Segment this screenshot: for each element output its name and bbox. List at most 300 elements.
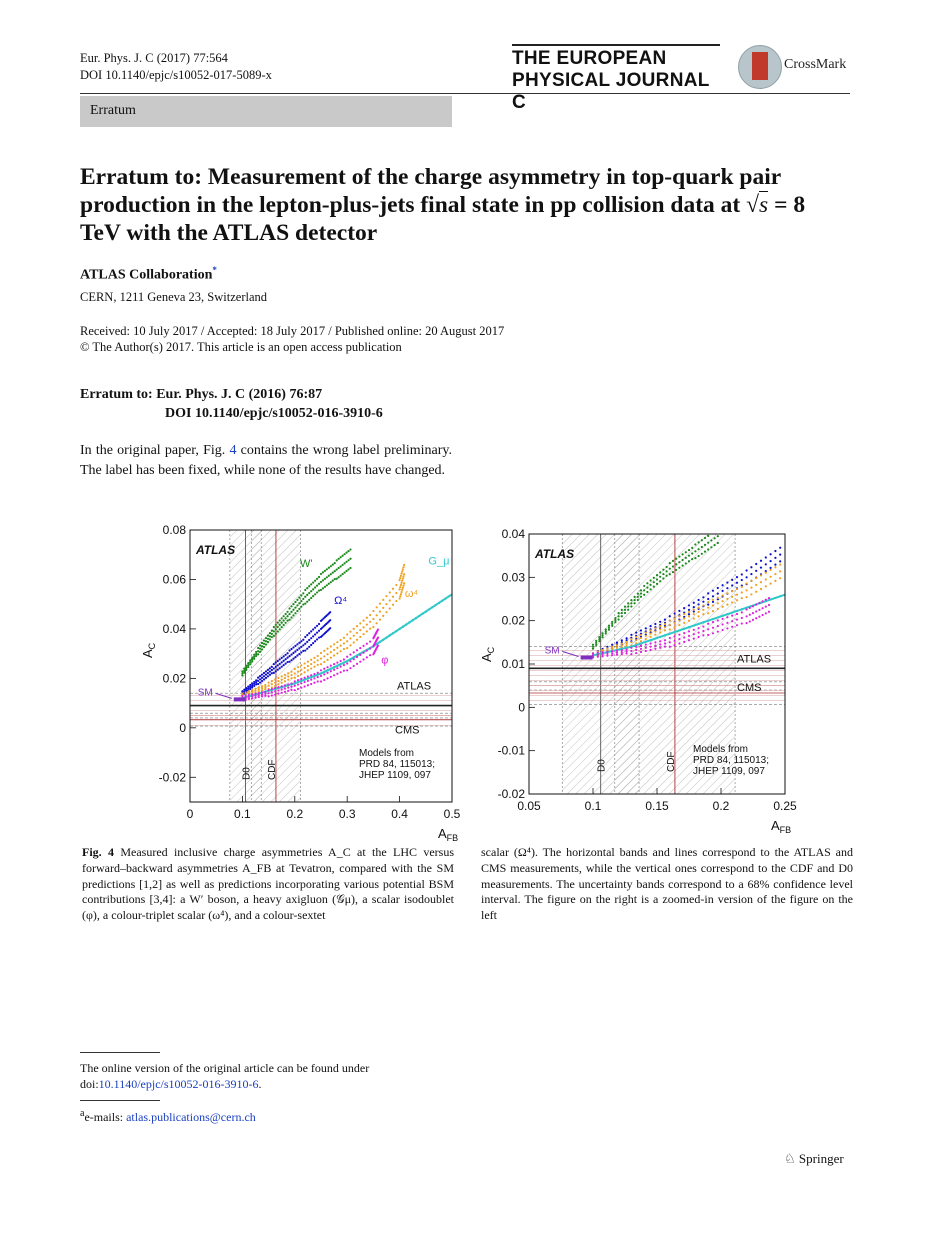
- model-label: ω⁴: [404, 587, 419, 600]
- series-point: [602, 632, 604, 634]
- series-point: [659, 621, 661, 623]
- series-point: [304, 677, 306, 679]
- series-point: [693, 609, 695, 611]
- series-point: [693, 613, 695, 615]
- series-point: [382, 615, 384, 617]
- erratum-ref-line2: DOI 10.1140/epjc/s10052-016-3910-6: [165, 406, 383, 421]
- crossmark-badge[interactable]: [738, 45, 853, 89]
- series-point: [294, 645, 296, 647]
- series-point: [755, 577, 757, 579]
- series-point: [254, 695, 256, 697]
- series-point: [320, 680, 322, 682]
- series-point: [329, 611, 331, 613]
- series-point: [400, 582, 402, 584]
- series-point: [345, 552, 347, 554]
- series-point: [707, 548, 709, 550]
- series-point: [707, 634, 709, 636]
- series-point: [251, 697, 253, 699]
- series-point: [323, 679, 325, 681]
- series-point: [312, 588, 314, 590]
- series-point: [726, 604, 728, 606]
- models-note-line: PRD 84, 115013;: [359, 759, 435, 770]
- series-point: [626, 637, 628, 639]
- series-point: [251, 686, 253, 688]
- series-point: [346, 640, 348, 642]
- series-point: [263, 675, 265, 677]
- series-point: [669, 562, 671, 564]
- series-point: [267, 672, 269, 674]
- series-point: [313, 657, 315, 659]
- series-point: [595, 644, 597, 646]
- series-point: [257, 680, 259, 682]
- series-point: [297, 666, 299, 668]
- series-point: [731, 620, 733, 622]
- series-point: [683, 607, 685, 609]
- series-point: [304, 602, 306, 604]
- series-point: [284, 674, 286, 676]
- series-point: [643, 594, 645, 596]
- series-point: [247, 666, 249, 668]
- series-point: [248, 690, 250, 692]
- series-point: [245, 669, 247, 671]
- series-point: [774, 566, 776, 568]
- series-point: [316, 578, 318, 580]
- series-point: [693, 629, 695, 631]
- series-point: [399, 595, 401, 597]
- series-point: [298, 653, 300, 655]
- series-point: [669, 637, 671, 639]
- series-point: [277, 693, 279, 695]
- series-point: [261, 645, 263, 647]
- series-point: [333, 674, 335, 676]
- series-point: [318, 623, 320, 625]
- series-point: [255, 681, 257, 683]
- series-point: [268, 692, 270, 694]
- series-point: [249, 686, 251, 688]
- series-point: [314, 633, 316, 635]
- series-point: [251, 693, 253, 695]
- series-point: [755, 591, 757, 593]
- series-point: [359, 654, 361, 656]
- series-point: [300, 646, 302, 648]
- cms-label: CMS: [395, 724, 420, 737]
- series-point: [698, 555, 700, 557]
- series-point: [306, 641, 308, 643]
- intro-text-b: contains the wrong label preliminary. The label has been fixed, while none of the results have changed.: [80, 443, 452, 478]
- series-point: [650, 633, 652, 635]
- series-point: [675, 569, 677, 571]
- series-point: [254, 688, 256, 690]
- series-point: [265, 637, 267, 639]
- series-point: [765, 578, 767, 580]
- series-point: [308, 632, 310, 634]
- original-article-link[interactable]: 10.1140/epjc/s10052-016-3910-6: [98, 1077, 259, 1091]
- series-point: [343, 648, 345, 650]
- series-point: [774, 550, 776, 552]
- series-point: [760, 566, 762, 568]
- series-point: [254, 693, 256, 695]
- series-point: [343, 658, 345, 660]
- series-point: [707, 628, 709, 630]
- series-point: [323, 661, 325, 663]
- series-point: [345, 561, 347, 563]
- series-point: [369, 640, 371, 642]
- dates-line: Received: 10 July 2017 / Accepted: 18 July 2017 / Published online: 20 August 2017: [80, 324, 505, 338]
- series-point: [308, 639, 310, 641]
- series-point: [304, 649, 306, 651]
- series-point: [290, 648, 292, 650]
- series-point: [267, 638, 269, 640]
- series-point: [313, 682, 315, 684]
- series-point: [669, 641, 671, 643]
- series-point: [302, 592, 304, 594]
- series-point: [277, 622, 279, 624]
- series-point: [758, 616, 760, 618]
- series-point: [710, 539, 712, 541]
- series-point: [399, 588, 401, 590]
- series-point: [672, 565, 674, 567]
- series-point: [314, 580, 316, 582]
- author-name: ATLAS Collaboration: [80, 267, 213, 283]
- series-point: [353, 658, 355, 660]
- series-point: [400, 591, 402, 593]
- series-point: [736, 599, 738, 601]
- series-point: [274, 678, 276, 680]
- series-point: [314, 586, 316, 588]
- series-point: [400, 575, 402, 577]
- series-point: [284, 680, 286, 682]
- series-point: [741, 611, 743, 613]
- series-point: [248, 698, 250, 700]
- series-point: [279, 624, 281, 626]
- series-point: [702, 604, 704, 606]
- series-point: [294, 606, 296, 608]
- model-label: G_μ: [428, 555, 450, 568]
- series-point: [269, 674, 271, 676]
- series-point: [654, 634, 656, 636]
- series-point: [736, 613, 738, 615]
- series-point: [611, 644, 613, 646]
- series-point: [691, 552, 693, 554]
- series-point: [707, 535, 709, 537]
- series-point: [621, 615, 623, 617]
- series-point: [328, 575, 330, 577]
- series-point: [326, 666, 328, 668]
- series-point: [279, 658, 281, 660]
- series-point: [605, 628, 607, 630]
- series-point: [736, 576, 738, 578]
- series-point: [336, 652, 338, 654]
- series-point: [313, 666, 315, 668]
- series-point: [243, 672, 245, 674]
- series-point: [678, 567, 680, 569]
- series-point: [765, 605, 767, 607]
- series-point: [630, 599, 632, 601]
- series-point: [654, 630, 656, 632]
- series-point: [275, 633, 277, 635]
- series-point: [726, 627, 728, 629]
- series-point: [330, 573, 332, 575]
- series-point: [691, 558, 693, 560]
- series-point: [650, 649, 652, 651]
- series-point: [261, 695, 263, 697]
- series-point: [241, 670, 243, 672]
- series-point: [326, 677, 328, 679]
- series-point: [664, 646, 666, 648]
- x-tick-label: 0.15: [645, 799, 669, 813]
- series-point: [592, 646, 594, 648]
- series-point: [261, 680, 263, 682]
- series-point: [654, 644, 656, 646]
- series-point: [336, 568, 338, 570]
- series-point: [669, 620, 671, 622]
- series-point: [267, 641, 269, 643]
- series-point: [627, 602, 629, 604]
- atlas-brand-label: ATLAS: [196, 543, 236, 557]
- sm-label: SM: [544, 645, 560, 657]
- series-point: [317, 655, 319, 657]
- series-point: [296, 643, 298, 645]
- series-point: [722, 618, 724, 620]
- journal-logo: [512, 44, 720, 114]
- series-point: [320, 573, 322, 575]
- series-point: [722, 623, 724, 625]
- series-point: [682, 559, 684, 561]
- series-point: [659, 576, 661, 578]
- author-footnote-mark[interactable]: *: [212, 265, 217, 275]
- series-point: [241, 695, 243, 697]
- series-point: [746, 569, 748, 571]
- series-point: [377, 628, 379, 630]
- series-point: [263, 646, 265, 648]
- series-point: [666, 570, 668, 572]
- series-point: [726, 592, 728, 594]
- series-point: [326, 648, 328, 650]
- series-point: [616, 652, 618, 654]
- series-point: [645, 643, 647, 645]
- series-point: [249, 659, 251, 661]
- series-point: [304, 589, 306, 591]
- series-point: [650, 584, 652, 586]
- series-point: [323, 668, 325, 670]
- series-point: [323, 650, 325, 652]
- header-divider: [80, 93, 850, 94]
- series-point: [650, 646, 652, 648]
- series-point: [253, 681, 255, 683]
- series-point: [300, 682, 302, 684]
- x-tick-label: 0.2: [712, 799, 730, 813]
- series-point: [257, 653, 259, 655]
- series-point: [286, 611, 288, 613]
- series-point: [336, 673, 338, 675]
- series-point: [265, 674, 267, 676]
- y-tick-label: 0.06: [162, 572, 186, 587]
- series-point: [317, 664, 319, 666]
- series-point: [379, 619, 381, 621]
- series-point: [611, 625, 613, 627]
- series-point: [310, 679, 312, 681]
- series-point: [702, 596, 704, 598]
- series-point: [294, 689, 296, 691]
- series-point: [261, 648, 263, 650]
- series-point: [694, 543, 696, 545]
- series-point: [630, 638, 632, 640]
- series-point: [674, 617, 676, 619]
- series-point: [353, 665, 355, 667]
- series-point: [698, 631, 700, 633]
- series-point: [779, 547, 781, 549]
- atlas-brand-label: ATLAS: [535, 547, 575, 561]
- series-point: [310, 683, 312, 685]
- series-point: [277, 683, 279, 685]
- series-point: [659, 647, 661, 649]
- series-point: [251, 660, 253, 662]
- series-point: [750, 566, 752, 568]
- figure-4: [130, 518, 810, 843]
- series-point: [379, 603, 381, 605]
- series-point: [605, 630, 607, 632]
- series-point: [752, 619, 754, 621]
- series-point: [342, 573, 344, 575]
- series-point: [630, 634, 632, 636]
- series-point: [359, 661, 361, 663]
- series-point: [275, 624, 277, 626]
- series-point: [310, 667, 312, 669]
- series-point: [693, 633, 695, 635]
- series-point: [678, 642, 680, 644]
- series-point: [292, 646, 294, 648]
- doi-prefix: doi:: [80, 1077, 99, 1091]
- series-point: [323, 673, 325, 675]
- series-point: [333, 663, 335, 665]
- series-point: [326, 672, 328, 674]
- x-tick-label: 0.05: [517, 799, 541, 813]
- series-point: [346, 656, 348, 658]
- series-point: [611, 646, 613, 648]
- series-point: [290, 671, 292, 673]
- series-point: [265, 640, 267, 642]
- series-point: [356, 625, 358, 627]
- series-point: [271, 691, 273, 693]
- series-point: [258, 688, 260, 690]
- series-point: [330, 665, 332, 667]
- series-point: [662, 569, 664, 571]
- series-point: [247, 664, 249, 666]
- series-point: [707, 598, 709, 600]
- series-point: [332, 564, 334, 566]
- series-point: [606, 655, 608, 657]
- series-point: [362, 626, 364, 628]
- series-point: [346, 633, 348, 635]
- series-point: [287, 672, 289, 674]
- series-point: [611, 654, 613, 656]
- series-point: [296, 610, 298, 612]
- series-point: [765, 572, 767, 574]
- y-tick-label: -0.01: [497, 743, 525, 758]
- series-point: [698, 541, 700, 543]
- series-point: [399, 586, 401, 588]
- series-point: [269, 670, 271, 672]
- series-point: [646, 582, 648, 584]
- series-point: [261, 677, 263, 679]
- series-point: [259, 678, 261, 680]
- series-point: [662, 577, 664, 579]
- series-point: [672, 571, 674, 573]
- series-point: [326, 568, 328, 570]
- series-point: [274, 682, 276, 684]
- series-point: [598, 636, 600, 638]
- series-point: [621, 642, 623, 644]
- series-point: [712, 621, 714, 623]
- series-point: [637, 599, 639, 601]
- model-label: φ: [381, 654, 389, 667]
- series-point: [621, 653, 623, 655]
- series-point: [310, 630, 312, 632]
- series-point: [297, 683, 299, 685]
- y-tick-label: 0.03: [501, 570, 525, 585]
- series-point: [286, 620, 288, 622]
- title-text-b: = 8 TeV with the ATLAS detector: [80, 192, 806, 246]
- series-point: [359, 629, 361, 631]
- series-point: [245, 687, 247, 689]
- series-point: [685, 551, 687, 553]
- series-point: [688, 613, 690, 615]
- series-point: [688, 560, 690, 562]
- series-point: [283, 615, 285, 617]
- series-point: [401, 580, 403, 582]
- series-point: [317, 672, 319, 674]
- series-point: [329, 619, 331, 621]
- series-point: [330, 645, 332, 647]
- x-tick-label: 0.5: [443, 807, 461, 821]
- figure-link[interactable]: 4: [229, 443, 237, 458]
- series-point: [399, 579, 401, 581]
- series-point: [275, 670, 277, 672]
- series-point: [366, 630, 368, 632]
- series-point: [717, 625, 719, 627]
- series-point: [307, 684, 309, 686]
- series-point: [712, 627, 714, 629]
- series-point: [595, 640, 597, 642]
- series-point: [317, 676, 319, 678]
- series-point: [653, 586, 655, 588]
- sm-point: [234, 697, 246, 701]
- series-point: [736, 594, 738, 596]
- x-tick-label: 0.4: [391, 807, 408, 821]
- series-point: [267, 669, 269, 671]
- series-point: [646, 587, 648, 589]
- series-point: [765, 612, 767, 614]
- series-point: [304, 643, 306, 645]
- series-point: [273, 672, 275, 674]
- series-point: [284, 687, 286, 689]
- x-tick-label: 0.3: [338, 807, 356, 821]
- series-point: [342, 555, 344, 557]
- email-link[interactable]: atlas.publications@cern.ch: [126, 1110, 256, 1124]
- y-tick-label: 0.01: [501, 657, 525, 671]
- series-point: [313, 673, 315, 675]
- series-point: [268, 681, 270, 683]
- series-point: [635, 646, 637, 648]
- series-point: [746, 582, 748, 584]
- series-point: [669, 628, 671, 630]
- series-point: [271, 680, 273, 682]
- series-point: [774, 557, 776, 559]
- series-point: [376, 614, 378, 616]
- series-point: [300, 600, 302, 602]
- series-point: [310, 674, 312, 676]
- series-point: [614, 621, 616, 623]
